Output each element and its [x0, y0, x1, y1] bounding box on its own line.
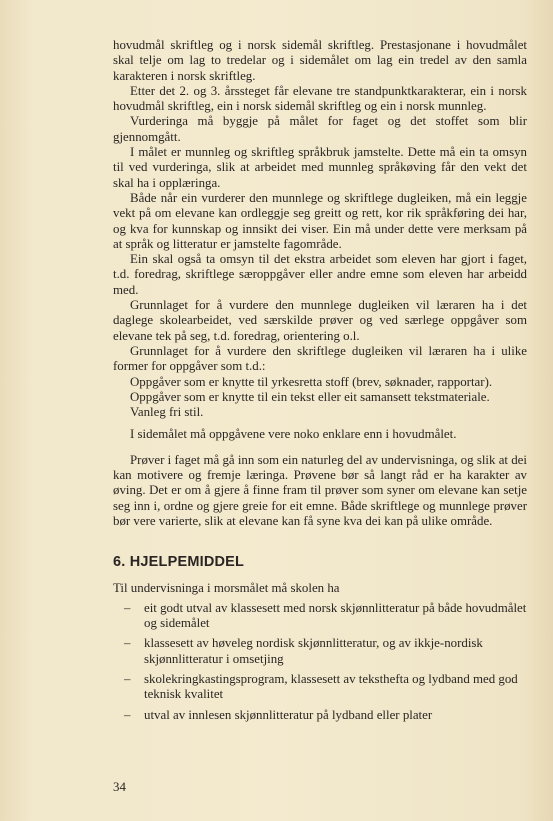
page-number: 34	[113, 780, 126, 794]
list-item: Oppgåver som er knytte til ein tekst eller eit samansett tekstmateriale.	[130, 389, 490, 404]
dash-bullet: –	[124, 600, 131, 615]
paragraph: I sidemålet må oppgåvene vere noko enklare enn i hovudmålet.	[130, 427, 457, 442]
resource-list	[113, 601, 527, 723]
page-body	[113, 38, 527, 728]
paragraph: hovudmål skriftleg og i norsk sidemål skriftleg. Prestasjonane i hovudmålet skal telje om lag to tredelar og i sidemålet om lag ein tredel av den samla karakteren i norsk skriftleg.	[113, 38, 527, 83]
dash-bullet: –	[124, 671, 131, 686]
list-item	[113, 636, 527, 667]
list-item	[113, 601, 527, 632]
list-item-text: eit godt utval av klassesett med norsk skjønnlitteratur på både hovudmålet og sidemålet	[144, 600, 527, 631]
list-item	[113, 672, 527, 703]
paragraph: Etter det 2. og 3. årssteget får elevane tre standpunktkarakterar, ein i norsk hovudmål skriftleg, ein i norsk sidemål skriftleg og ein i norsk munnleg.	[113, 83, 527, 114]
paragraph: Både når ein vurderer den munnlege og skriftlege dugleiken, må ein leggje vekt på om elevane kan ordleggje seg greitt og rett, kor rik språkføring dei har, og kva for kunnskap og innsikt dei viser. Ein må under dette vere merksam på at språk og litteratur er jamstelte fagområde.	[113, 190, 527, 251]
dash-bullet: –	[124, 707, 131, 722]
section-heading: 6. HJELPEMIDDEL	[113, 554, 245, 571]
list-item: Vanleg fri stil.	[130, 405, 204, 420]
dash-bullet: –	[124, 636, 131, 651]
list-item: Oppgåver som er knytte til yrkesretta stoff (brev, søknader, rapportar).	[130, 374, 493, 389]
task-type-list	[130, 375, 527, 421]
paragraph: Ein skal også ta omsyn til det ekstra arbeidet som eleven har gjort i faget, t.d. foredrag, skriftlege særoppgåver eller andre emne som eleven har arbeidd med.	[113, 252, 527, 297]
paragraph: Prøver i faget må gå inn som ein naturleg del av undervisninga, og slik at dei kan motivere og fremje læringa. Prøvene bør så langt råd er ha karakter av øving. Det er om å gjere å finne fram til prøver som syner om elevane kan setje seg inn i, ordne og gjere greie for eit emne. Både skriftlege og munnlege prøver bør vere varierte, slik at elevane kan få syne kva dei kan på ulike område.	[113, 452, 527, 528]
list-item-text: klassesett av høveleg nordisk skjønnlitteratur, og av ikkje-nordisk skjønnlitteratur i omsetjing	[144, 636, 483, 666]
paragraph: Grunnlaget for å vurdere den munnlege dugleiken vil læraren ha i det daglege skolearbeidet, ved særskilde prøver og ved særlege oppgåver som elevane tek på seg, t.d. foredrag, orientering o.l.	[113, 298, 527, 343]
paragraph: I målet er munnleg og skriftleg språkbruk jamstelte. Dette må ein ta omsyn til ved vurderinga, slik at arbeidet med munnleg språkøving får den vekt det skal ha i opplæringa.	[113, 145, 527, 190]
list-item-text: utval av innlesen skjønnlitteratur på lydband eller plater	[144, 707, 433, 722]
paragraph: Grunnlaget for å vurdere den skriftlege dugleiken vil læraren ha i ulike former for oppgåver som t.d.:	[113, 343, 527, 374]
paragraph: Vurderinga må byggje på målet for faget og det stoffet som blir gjennomgått.	[113, 114, 527, 144]
list-item	[113, 708, 527, 723]
list-item-text: skolekringkastingsprogram, klassesett av teksthefta og lydband med god teknisk kvalitet	[144, 671, 518, 702]
section-intro: Til undervisninga i morsmålet må skolen ha	[113, 580, 340, 595]
